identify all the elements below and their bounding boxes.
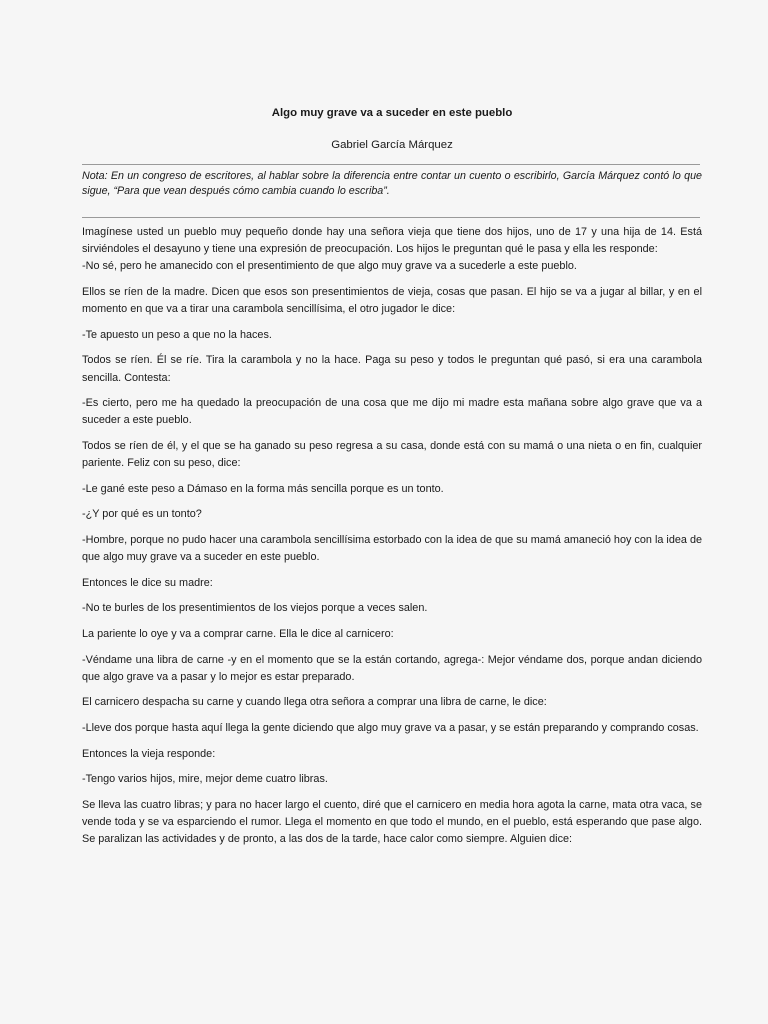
author-note: Nota: En un congreso de escritores, al hablar sobre la diferencia entre contar un cuento o escribirlo, García Márquez contó lo que sigue, “Para que vean después cómo cambia cuando lo escriba”. (82, 170, 702, 197)
document-title: Algo muy grave va a suceder en este pueblo (271, 107, 513, 119)
paragraph: -Le gané este peso a Dámaso en la forma más sencilla porque es un tonto. (82, 482, 444, 495)
paragraph: El carnicero despacha su carne y cuando llega otra señora a comprar una libra de carne, le dice: (82, 696, 547, 709)
paragraph: Todos se ríen. Él se ríe. Tira la carambola y no la hace. Paga su peso y todos le preguntan qué pasó, si era una carambola sencilla. Contesta: (82, 354, 702, 384)
paragraph: Todos se ríen de él, y el que se ha ganado su peso regresa a su casa, donde está con su mamá o una nieta o en fin, cualquier pariente. Feliz con su peso, dice: (82, 439, 702, 470)
paragraph: Ellos se ríen de la madre. Dicen que esos son presentimientos de vieja, cosas que pasan. El hijo se va a jugar al billar, y en el momento en que va a tirar una carambola sencillísima, el otro jugador le dice: (82, 286, 702, 316)
paragraph: La pariente lo oye y va a comprar carne. Ella le dice al carnicero: (82, 627, 394, 640)
paragraph: -Tengo varios hijos, mire, mejor deme cuatro libras. (82, 773, 328, 786)
paragraph: Entonces le dice su madre: (82, 576, 213, 589)
paragraph: Imagínese usted un pueblo muy pequeño donde hay una señora vieja que tiene dos hijos, uno de 17 y una hija de 14. Está sirviéndoles el desayuno y tiene una expresión de preocupación. Los hijos le preguntan qué le pasa y ella les responde: (82, 226, 702, 256)
story-body (82, 224, 702, 848)
paragraph: -Te apuesto un peso a que no la haces. (82, 328, 272, 341)
paragraph: -Hombre, porque no pudo hacer una carambola sencillísima estorbado con la idea de que su mamá amaneció hoy con la idea de que algo muy grave va a suceder en este pueblo. (82, 533, 702, 564)
paragraph: Se lleva las cuatro libras; y para no hacer largo el cuento, diré que el carnicero en media hora agota la carne, mata otra vaca, se vende toda y se va esparciendo el rumor. Llega el momento en que todo el mundo, en el pueblo, está esperando que pase algo. Se paralizan las actividades y de pronto, a las dos de la tarde, hace calor como siempre. Alguien dice: (82, 798, 702, 846)
paragraph: -No sé, pero he amanecido con el presentimiento de que algo muy grave va a sucederle a este pueblo. (82, 260, 577, 273)
divider-bottom (82, 217, 700, 218)
divider-top (82, 164, 700, 165)
paragraph: -Es cierto, pero me ha quedado la preocupación de una cosa que me dijo mi madre esta mañana sobre algo grave que va a suceder a este pueblo. (82, 397, 702, 427)
document-author: Gabriel García Márquez (331, 139, 453, 151)
paragraph: -Lleve dos porque hasta aquí llega la gente diciendo que algo muy grave va a pasar, y se están preparando y comprando cosas. (82, 721, 699, 734)
paragraph: Entonces la vieja responde: (82, 747, 216, 760)
paragraph: -¿Y por qué es un tonto? (82, 508, 202, 521)
paragraph: -No te burles de los presentimientos de los viejos porque a veces salen. (82, 602, 428, 615)
paragraph: -Véndame una libra de carne -y en el momento que se la están cortando, agrega-: Mejor véndame dos, porque andan diciendo que algo grave va a pasar y lo mejor es estar preparado. (82, 653, 702, 683)
